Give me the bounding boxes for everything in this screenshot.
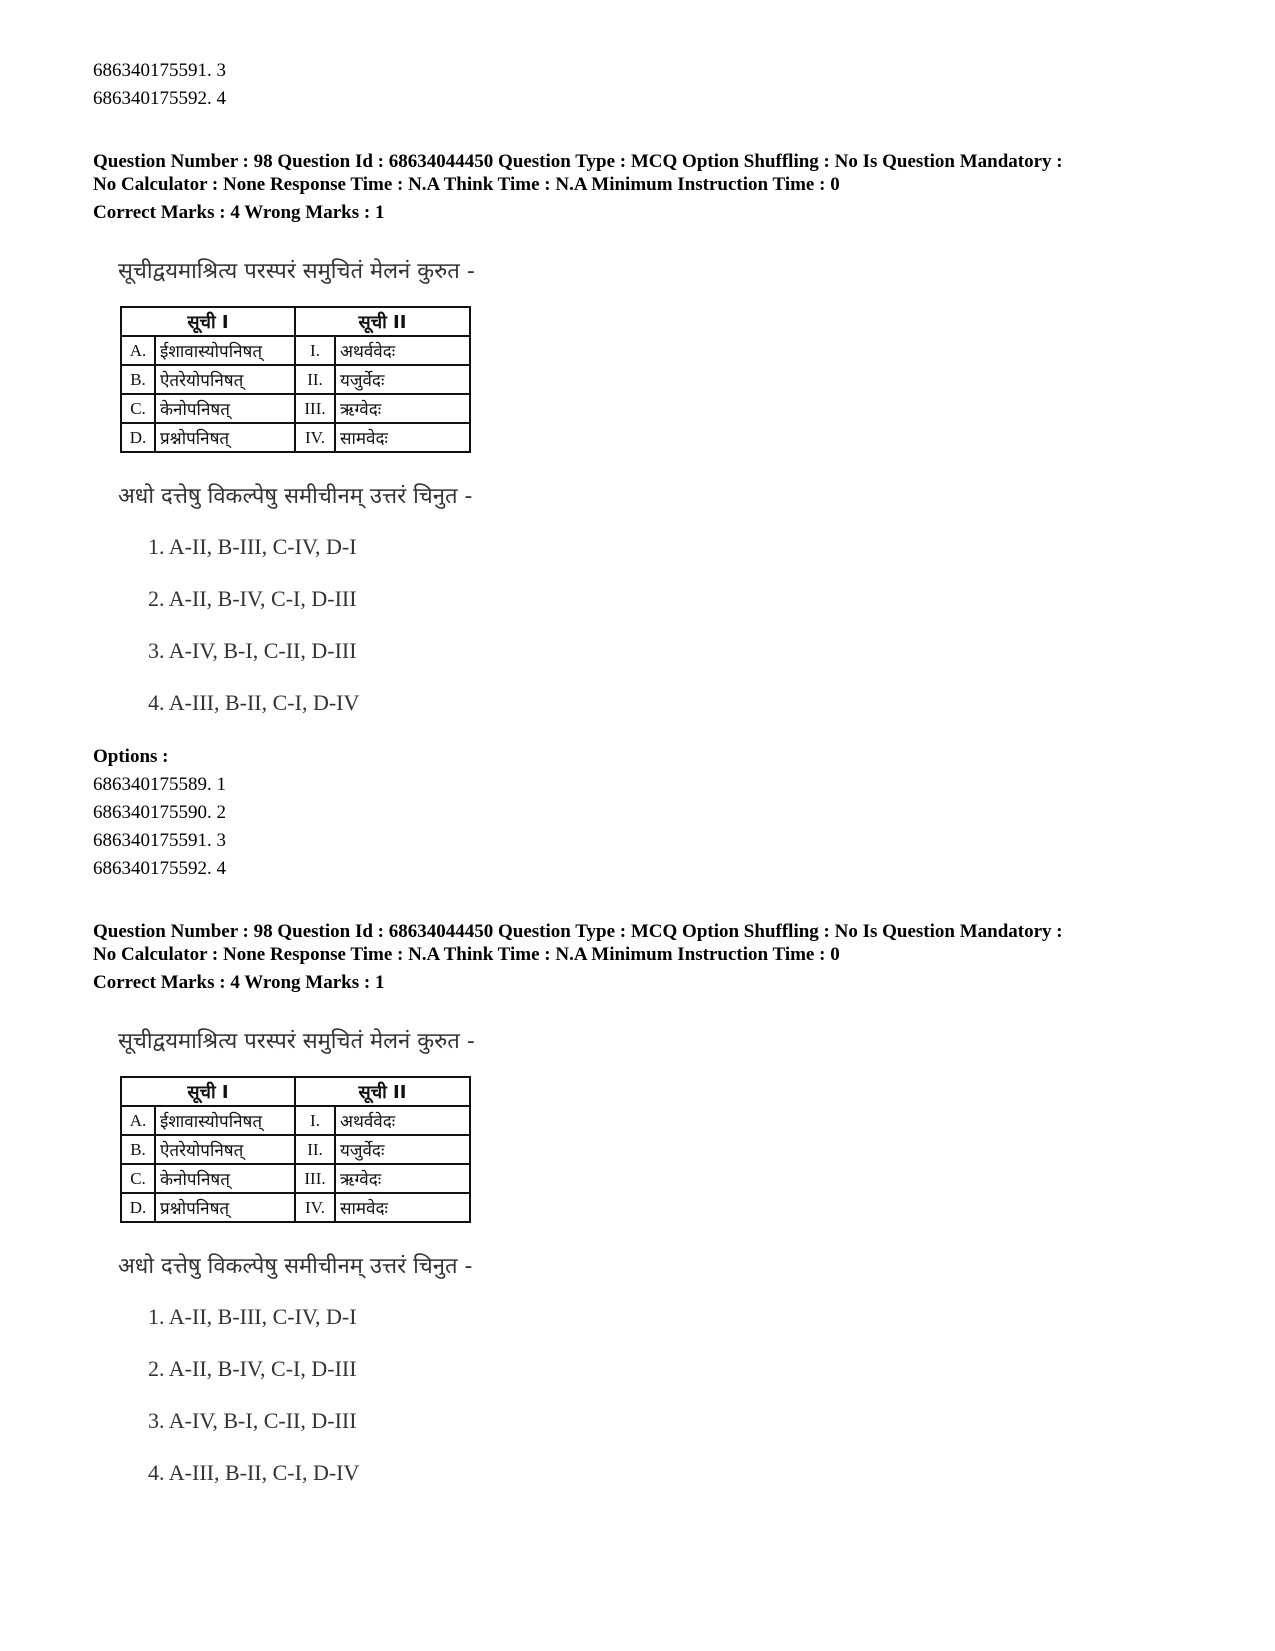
table-row — [121, 1193, 470, 1222]
match-table-header — [121, 1077, 470, 1106]
question-header-line2: No Calculator : None Response Time : N.A Think Time : N.A Minimum Instruction Time : 0 — [93, 944, 840, 965]
list-2-item: सामवेदः — [335, 1193, 470, 1222]
choice-item: 4. A-III, B-II, C-I, D-IV — [148, 690, 360, 715]
list-2-item: यजुर्वेदः — [335, 1135, 470, 1164]
option-id: 686340175590 — [93, 802, 207, 823]
row-key: C. — [121, 394, 155, 423]
row-key: C. — [121, 1164, 155, 1193]
row-roman: II. — [295, 365, 335, 394]
option-number: 4 — [216, 858, 226, 879]
question-image — [118, 252, 578, 722]
list-1-item: ऐतरेयोपनिषत् — [155, 1135, 295, 1164]
option-number: 4 — [216, 88, 226, 109]
row-key: B. — [121, 1135, 155, 1164]
table-row — [121, 365, 470, 394]
list-1-header: सूची I — [121, 307, 295, 336]
options-label: Options : — [93, 746, 169, 767]
option-number: 1 — [216, 774, 226, 795]
table-row — [121, 1106, 470, 1135]
option-line: 686340175592. 4 — [93, 858, 226, 879]
match-table — [120, 1076, 471, 1223]
choice-item: 2. A-II, B-IV, C-I, D-III — [148, 586, 357, 611]
option-id: 686340175589 — [93, 774, 207, 795]
row-roman: III. — [295, 394, 335, 423]
table-row — [121, 394, 470, 423]
choice-item: 3. A-IV, B-I, C-II, D-III — [148, 638, 357, 663]
question-header-line1: Question Number : 98 Question Id : 68634044450 Question Type : MCQ Option Shuffling : No Is Question Mandatory : — [93, 151, 1063, 172]
option-line: 686340175590. 2 — [93, 802, 226, 823]
question-header-line2: No Calculator : None Response Time : N.A Think Time : N.A Minimum Instruction Time : 0 — [93, 174, 840, 195]
option-id: 686340175592 — [93, 88, 207, 109]
list-1-header: सूची I — [121, 1077, 295, 1106]
option-line: 686340175591. 3 — [93, 60, 226, 81]
list-1-item: ईशावास्योपनिषत् — [155, 336, 295, 365]
option-line: 686340175589. 1 — [93, 774, 226, 795]
option-number: 3 — [216, 60, 226, 81]
list-1-item: प्रश्नोपनिषत् — [155, 423, 295, 452]
row-roman: IV. — [295, 1193, 335, 1222]
option-line: 686340175591. 3 — [93, 830, 226, 851]
option-id: 686340175592 — [93, 858, 207, 879]
question-marks: Correct Marks : 4 Wrong Marks : 1 — [93, 202, 385, 223]
row-key: A. — [121, 1106, 155, 1135]
question-header-line1: Question Number : 98 Question Id : 68634044450 Question Type : MCQ Option Shuffling : No Is Question Mandatory : — [93, 921, 1063, 942]
choose-instruction: अधो दत्तेषु विकल्पेषु समीचीनम् उत्तरं चिनुत - — [118, 484, 473, 509]
row-key: D. — [121, 423, 155, 452]
table-row — [121, 1164, 470, 1193]
row-key: D. — [121, 1193, 155, 1222]
list-1-item: केनोपनिषत् — [155, 1164, 295, 1193]
choice-item: 1. A-II, B-III, C-IV, D-I — [148, 1304, 357, 1329]
list-1-item: ईशावास्योपनिषत् — [155, 1106, 295, 1135]
row-key: A. — [121, 336, 155, 365]
table-row — [121, 423, 470, 452]
option-line: 686340175592. 4 — [93, 88, 226, 109]
list-2-item: ऋग्वेदः — [335, 394, 470, 423]
list-2-item: यजुर्वेदः — [335, 365, 470, 394]
list-2-header: सूची II — [295, 1077, 470, 1106]
match-table-header — [121, 307, 470, 336]
list-2-item: ऋग्वेदः — [335, 1164, 470, 1193]
option-number: 2 — [216, 802, 226, 823]
choice-item: 2. A-II, B-IV, C-I, D-III — [148, 1356, 357, 1381]
list-1-item: प्रश्नोपनिषत् — [155, 1193, 295, 1222]
list-1-item: ऐतरेयोपनिषत् — [155, 365, 295, 394]
list-2-item: सामवेदः — [335, 423, 470, 452]
question-marks: Correct Marks : 4 Wrong Marks : 1 — [93, 972, 385, 993]
list-1-item: केनोपनिषत् — [155, 394, 295, 423]
list-2-item: अथर्ववेदः — [335, 1106, 470, 1135]
match-table — [120, 306, 471, 453]
list-2-item: अथर्ववेदः — [335, 336, 470, 365]
table-row — [121, 1135, 470, 1164]
option-id: 686340175591 — [93, 60, 207, 81]
row-roman: I. — [295, 1106, 335, 1135]
choice-item: 1. A-II, B-III, C-IV, D-I — [148, 534, 357, 559]
option-number: 3 — [216, 830, 226, 851]
question-instruction: सूचीद्वयमाश्रित्य परस्परं समुचितं मेलनं कुरुत - — [118, 1029, 475, 1054]
option-id: 686340175591 — [93, 830, 207, 851]
row-roman: III. — [295, 1164, 335, 1193]
choose-instruction: अधो दत्तेषु विकल्पेषु समीचीनम् उत्तरं चिनुत - — [118, 1254, 473, 1279]
row-key: B. — [121, 365, 155, 394]
list-2-header: सूची II — [295, 307, 470, 336]
row-roman: IV. — [295, 423, 335, 452]
choice-item: 4. A-III, B-II, C-I, D-IV — [148, 1460, 360, 1485]
row-roman: II. — [295, 1135, 335, 1164]
choice-item: 3. A-IV, B-I, C-II, D-III — [148, 1408, 357, 1433]
table-row — [121, 336, 470, 365]
question-image — [118, 1022, 578, 1492]
question-instruction: सूचीद्वयमाश्रित्य परस्परं समुचितं मेलनं कुरुत - — [118, 259, 475, 284]
row-roman: I. — [295, 336, 335, 365]
